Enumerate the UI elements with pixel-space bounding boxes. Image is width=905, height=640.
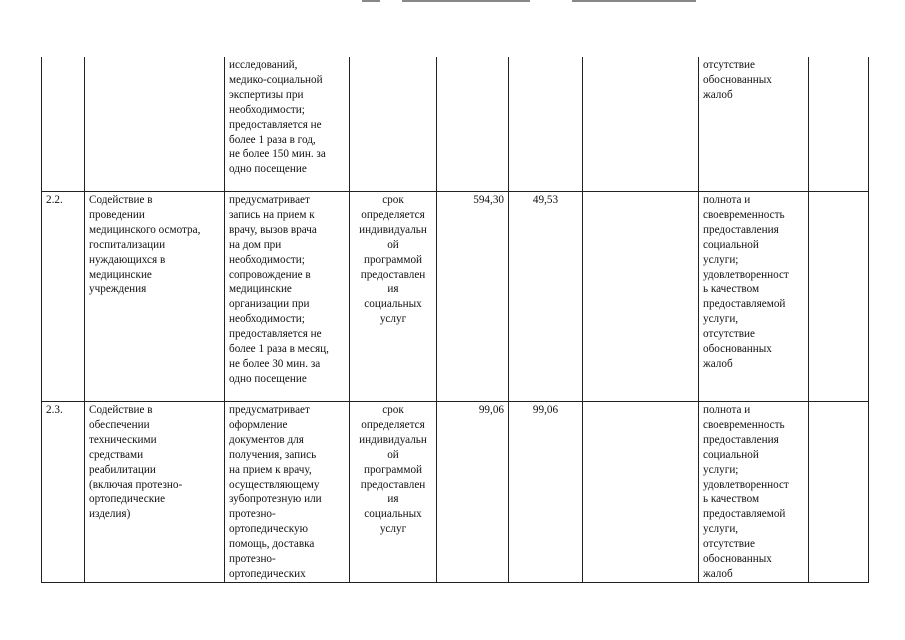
cell-tariff: 49,53 [509,192,583,402]
cell-cost: 99,06 [437,402,509,583]
cell-notes [809,57,869,192]
cell-quality: отсутствие обоснованных жалоб [699,57,809,192]
scan-mark [402,0,530,2]
cell-tariff [509,57,583,192]
cell-tariff: 99,06 [509,402,583,583]
cell-term [350,57,437,192]
cell-quality: полнота и своевременность предоставления социальной услуги; удовлетворенност ь качеством предоставляемой услуги, отсутствие обоснованных жалоб [699,192,809,402]
table-row [42,57,869,192]
table-row [42,192,869,402]
cell-service-name: Содействие в проведении медицинского осмотра, госпитализации нуждающихся в медицинские учреждения [85,192,225,402]
cell-number: 2.2. [42,192,85,402]
cell-notes [809,192,869,402]
cell-cost [437,57,509,192]
cell-number: 2.3. [42,402,85,583]
cell-description: предусматривает запись на прием к врачу, вызов врача на дом при необходимости; сопровождение в медицинские организации при необходимости; предоставляется не более 1 раза в месяц, не более 30 мин. за одно посещение [225,192,350,402]
cell-description: предусматривает оформление документов для получения, запись на прием к врачу, осуществляющему зубопротезную или протезно- ортопедическую помощь, доставка протезно- ортопедических [225,402,350,583]
cell-number [42,57,85,192]
table-row [42,402,869,583]
cell-indicator [583,57,699,192]
cell-description: исследований, медико-социальной экспертизы при необходимости; предоставляется не более 1 раза в год, не более 150 мин. за одно посещение [225,57,350,192]
cell-service-name [85,57,225,192]
cell-indicator [583,402,699,583]
services-table [41,57,869,583]
scan-mark [572,0,696,2]
cell-term: срок определяется индивидуальн ой программой предоставлен ия социальных услуг [350,402,437,583]
cell-cost: 594,30 [437,192,509,402]
cell-indicator [583,192,699,402]
scan-mark [362,0,380,2]
cell-term: срок определяется индивидуальн ой программой предоставлен ия социальных услуг [350,192,437,402]
cell-quality: полнота и своевременность предоставления социальной услуги; удовлетворенност ь качеством предоставляемой услуги, отсутствие обоснованных жалоб [699,402,809,583]
cell-service-name: Содействие в обеспечении техническими средствами реабилитации (включая протезно- ортопедические изделия) [85,402,225,583]
scan-top-marks [0,0,905,4]
cell-notes [809,402,869,583]
